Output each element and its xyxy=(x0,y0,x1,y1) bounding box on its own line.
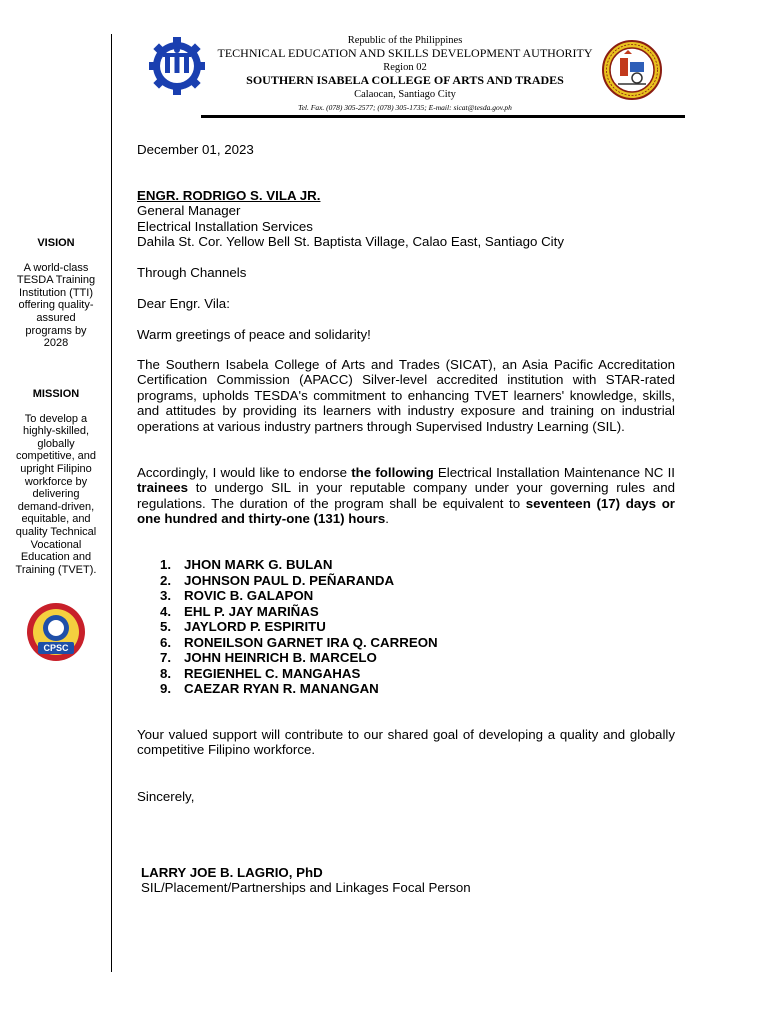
complimentary-close: Sincerely, xyxy=(137,789,195,804)
list-item: 3. ROVIC B. GALAPON xyxy=(160,588,314,603)
letterhead xyxy=(200,34,610,114)
through-line: Through Channels xyxy=(137,265,247,280)
letterhead-region: Region 02 xyxy=(383,61,427,73)
list-item: 9. CAEZAR RYAN R. MANANGAN xyxy=(160,681,379,696)
endorsement-emphasis-1: the following xyxy=(351,465,434,480)
vision-title: VISION xyxy=(37,237,75,249)
trainee-name: REGIENHEL C. MANGAHAS xyxy=(184,665,361,681)
vision-text: A world-class TESDA Training Institution (TTI) offering quality-assured programs by 2028 xyxy=(16,261,96,350)
cpsc-badge-icon xyxy=(24,602,88,662)
header-divider xyxy=(201,115,685,118)
closing-paragraph: Your valued support will contribute to our shared goal of developing a quality and globally competitive Filipino workforce. xyxy=(137,727,675,758)
recipient-title: General Manager xyxy=(137,203,241,219)
trainee-name: RONEILSON GARNET IRA Q. CARREON xyxy=(184,634,438,650)
sicat-seal-icon xyxy=(600,40,664,100)
endorsement-text-3: to undergo SIL in your reputable company under your governing rules and regulations. The duration of the program shall be equivalent to xyxy=(137,480,675,511)
list-item: 2. JOHNSON PAUL D. PEÑARANDA xyxy=(160,572,395,588)
trainee-name: JOHN HEINRICH B. MARCELO xyxy=(184,650,377,665)
endorsement-text-4: . xyxy=(385,511,389,527)
trainee-name: ROVIC B. GALAPON xyxy=(184,588,314,603)
letterhead-agency: TECHNICAL EDUCATION AND SKILLS DEVELOPMENT AUTHORITY xyxy=(217,46,593,61)
trainee-name: JHON MARK G. BULAN xyxy=(184,557,333,572)
recipient-block xyxy=(137,188,675,250)
trainee-name: JOHNSON PAUL D. PEÑARANDA xyxy=(184,572,395,588)
list-item: 1. JHON MARK G. BULAN xyxy=(160,557,333,572)
letterhead-school: SOUTHERN ISABELA COLLEGE OF ARTS AND TRADES xyxy=(246,73,564,88)
mission-title: MISSION xyxy=(32,388,80,400)
signature-block xyxy=(141,865,679,896)
trainee-name: EHL P. JAY MARIÑAS xyxy=(184,603,319,619)
mission-text: To develop a highly-skilled, globally competitive, and upright Filipino workforce by delivering demand-driven, equitable, and quality Technical Vocational Education and Training (TVET). xyxy=(15,412,97,576)
trainee-name: JAYLORD P. ESPIRITU xyxy=(184,619,326,634)
list-item: 4. EHL P. JAY MARIÑAS xyxy=(160,603,319,619)
list-item: 8. REGIENHEL C. MANGAHAS xyxy=(160,665,361,681)
endorsement-emphasis-2: trainees xyxy=(137,480,188,496)
salutation: Dear Engr. Vila: xyxy=(137,296,230,311)
cpsc-badge-label: CPSC xyxy=(43,643,69,653)
list-item: 6. RONEILSON GARNET IRA Q. CARREON xyxy=(160,634,438,650)
trainee-name: CAEZAR RYAN R. MANANGAN xyxy=(184,681,379,696)
letterhead-address: Calaocan, Santiago City xyxy=(354,88,456,100)
endorsement-emphasis-3: seventeen (17) days or one hundred and thirty-one (131) hours xyxy=(137,495,675,527)
list-item: 5. JAYLORD P. ESPIRITU xyxy=(160,619,326,634)
greeting: Warm greetings of peace and solidarity! xyxy=(137,327,371,342)
letter-date: December 01, 2023 xyxy=(137,142,254,157)
letterhead-contact: Tel. Fax. (078) 305-2577; (078) 305-1735; E-mail: sicat@tesda.gov.ph xyxy=(298,103,512,113)
trainee-list xyxy=(160,557,438,697)
vision-block xyxy=(10,237,102,350)
recipient-address: Dahila St. Cor. Yellow Bell St. Baptista Village, Calao East, Santiago City xyxy=(137,234,564,250)
sidebar-divider xyxy=(111,34,112,972)
recipient-name: ENGR. RODRIGO S. VILA JR. xyxy=(137,188,321,203)
recipient-company: Electrical Installation Services xyxy=(137,218,313,234)
endorsement-text-1: Accordingly, I would like to endorse xyxy=(137,465,352,480)
signatory-name: LARRY JOE B. LAGRIO, PhD xyxy=(141,865,323,880)
mission-block xyxy=(10,388,102,576)
intro-paragraph: The Southern Isabela College of Arts and Trades (SICAT), an Asia Pacific Accreditation Certification Commission (APACC) Silver-level accredited institution with STAR-rated programs, upholds TESDA's commitment to enhancing TVET learners' knowledge, skills, and attitudes by providing its learners with industry exposure and training on industrial operations at various industry partners through Supervised Industry Learning (SIL). xyxy=(137,357,675,434)
list-item: 7. JOHN HEINRICH B. MARCELO xyxy=(160,650,377,665)
letterhead-country: Republic of the Philippines xyxy=(347,35,463,46)
endorsement-text-2: Electrical Installation Maintenance NC II xyxy=(433,465,675,480)
signatory-title: SIL/Placement/Partnerships and Linkages Focal Person xyxy=(141,880,471,896)
endorsement-paragraph xyxy=(137,465,675,527)
